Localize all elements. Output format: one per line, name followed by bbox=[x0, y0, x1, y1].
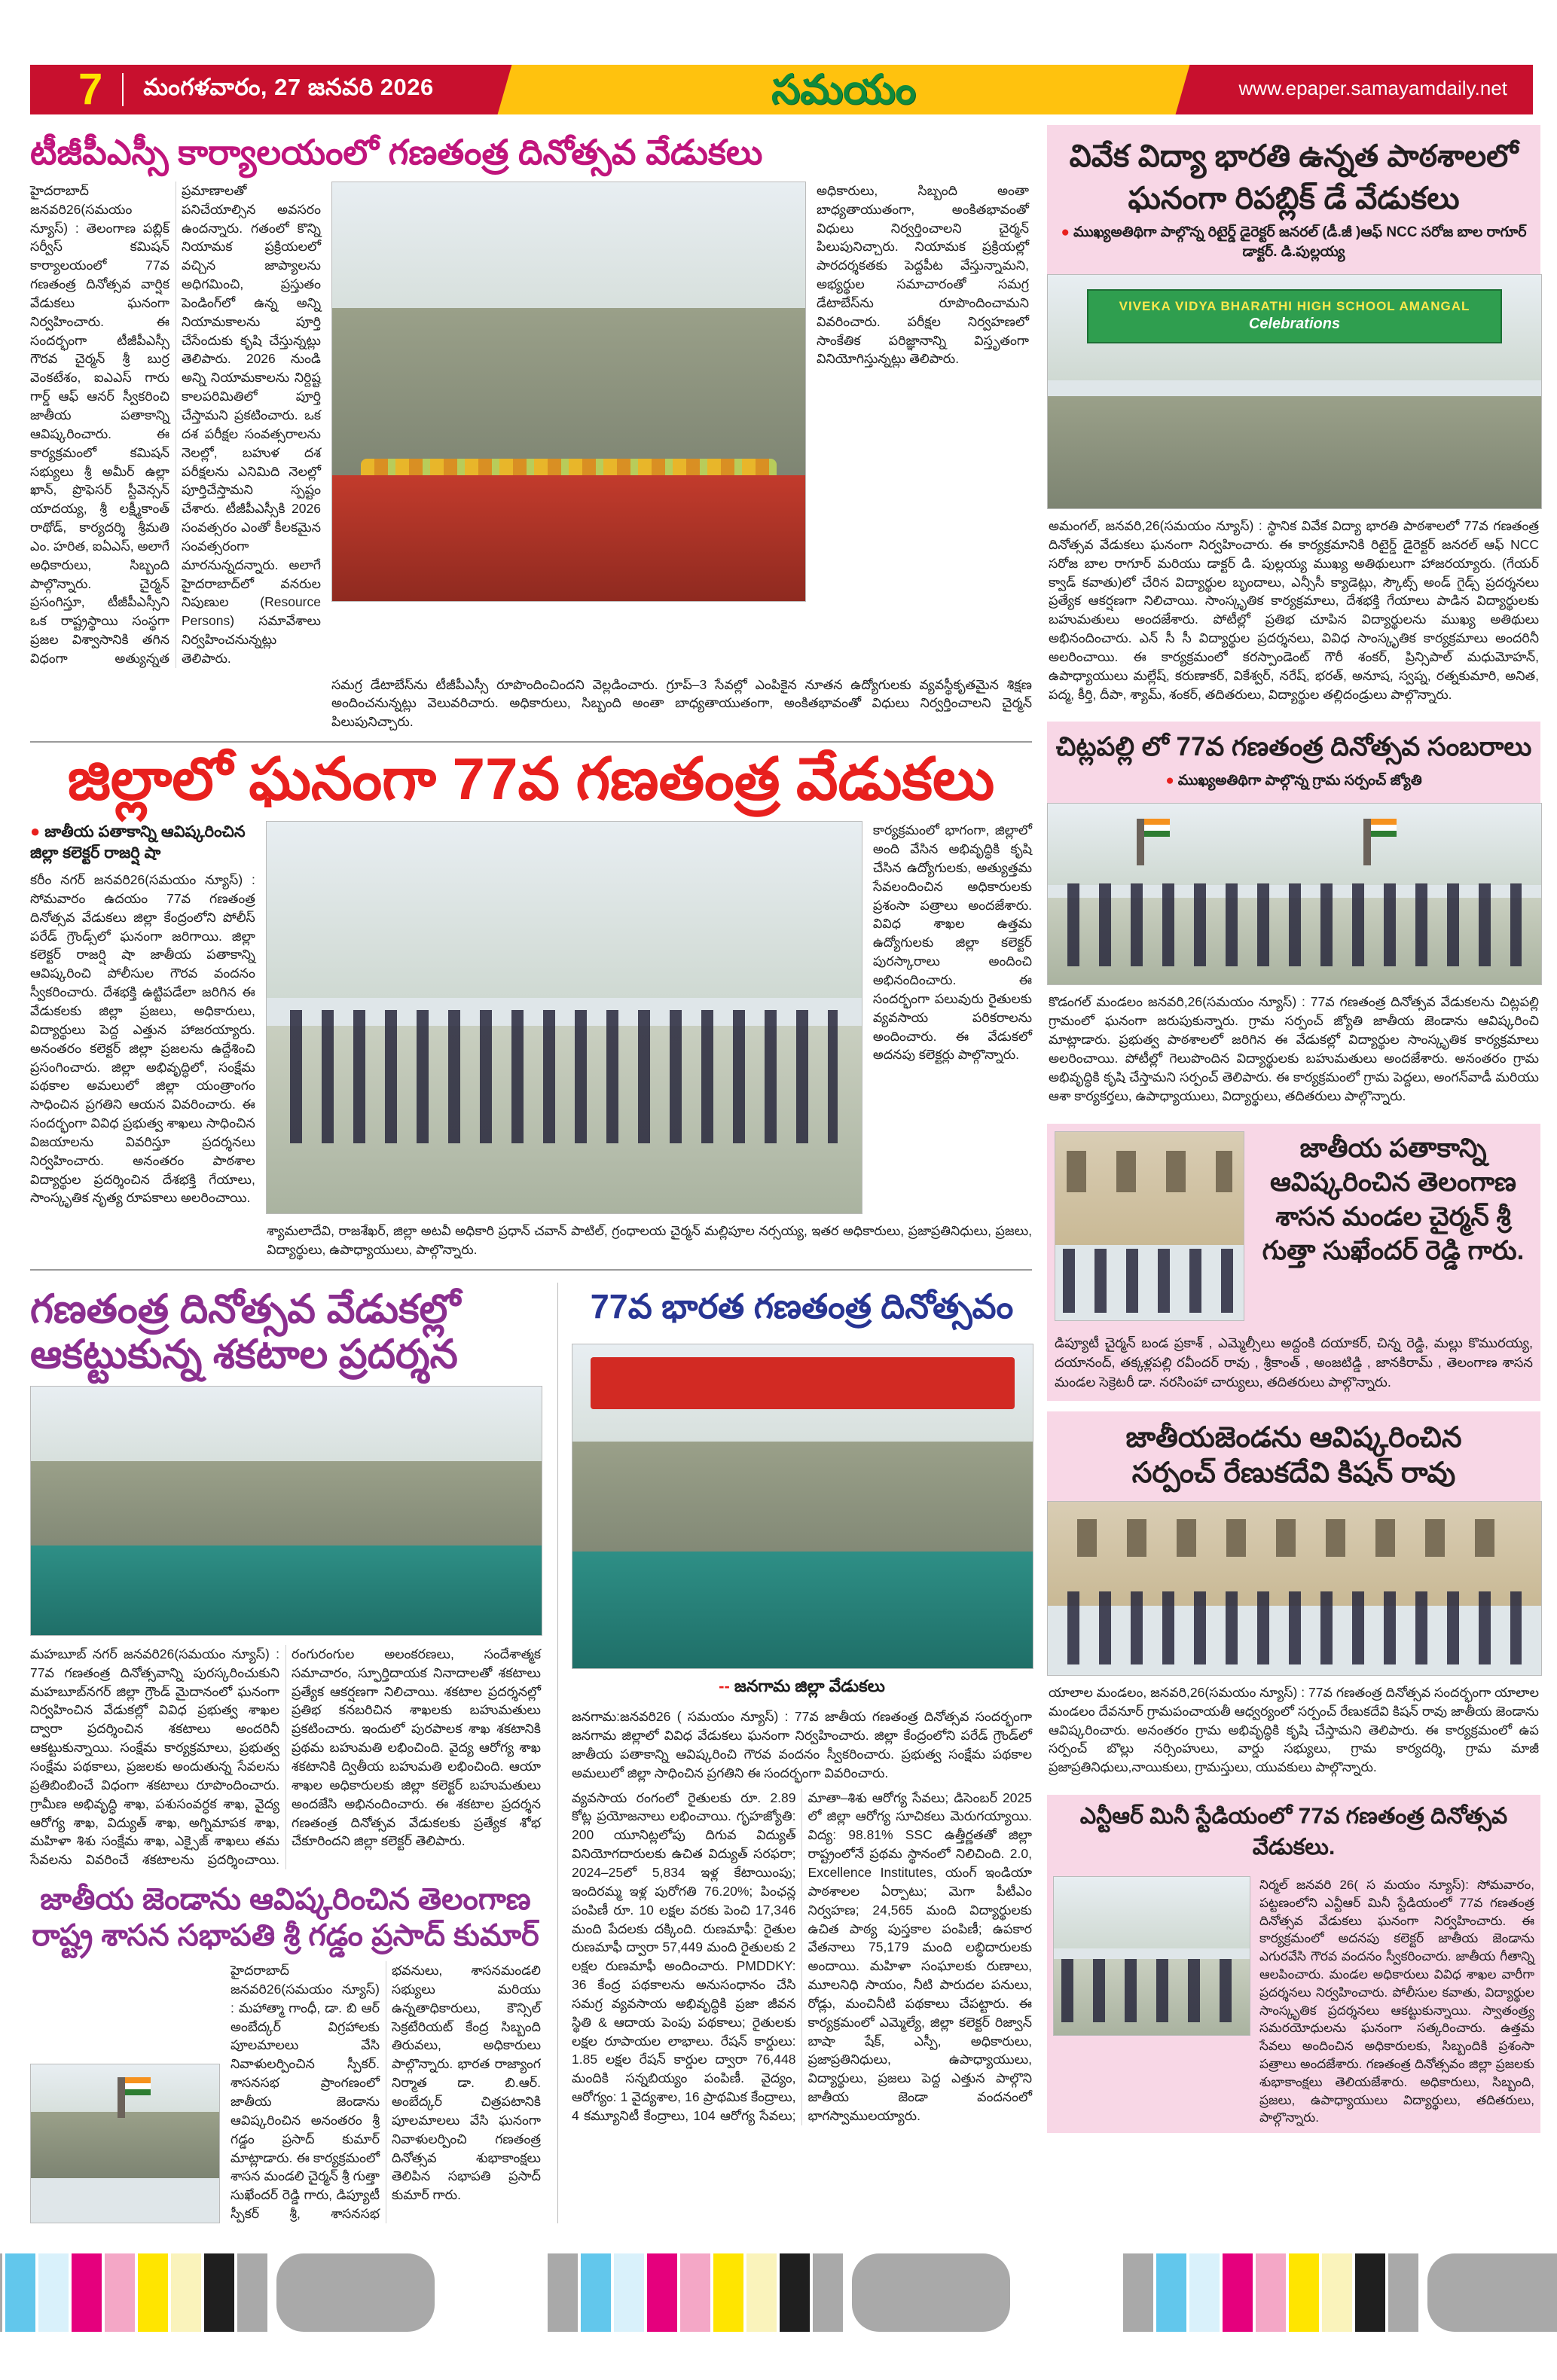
calibration-longbar bbox=[1427, 2253, 1557, 2332]
calibration-swatch bbox=[237, 2253, 267, 2332]
rail-article-council bbox=[1047, 1124, 1540, 1401]
calibration-swatch bbox=[1189, 2253, 1220, 2332]
rail-article-ntr bbox=[1047, 1795, 1540, 2133]
calibration-swatch bbox=[1388, 2253, 1418, 2332]
section-divider bbox=[30, 741, 1032, 743]
article-district-body-right: కార్యక్రమంలో భాగంగా, జిల్లాలో అంది వేసిన అభివృద్ధికి కృషి చేసిన ఉద్యోగులకు, అత్యుత్తమ సేవలందించిన అధికారులకు ప్రశంసా పత్రాలు అందజేశారు. వివిధ శాఖల ఉత్తమ ఉద్యోగులకు జిల్లా కలెక్టర్ పురస్కారాలు అందించి అభినందించారు. ఈ సందర్భంగా పలువురు రైతులకు వ్యవసాయ పరికరాలను అందించారు. ఈ వేడుకలో అదనపు కలెక్టర్లు పాల్గొన్నారు. bbox=[872, 822, 1032, 1063]
chitlapalli-byline: ● ముఖ్యఅతిథిగా పాల్గొన్న గ్రామ సర్పంచ్ జ్యోతి bbox=[1165, 773, 1422, 789]
calibration-swatch bbox=[72, 2253, 102, 2332]
calibration-group bbox=[0, 2253, 435, 2332]
rail-article-viveka bbox=[1047, 125, 1540, 711]
calibration-swatch bbox=[1289, 2253, 1319, 2332]
article-jangaon-body-top: జనగామ:జనవరి26 ( సమయం న్యూస్) : 77వ జాతీయ గణతంత్ర దినోత్సవ సందర్భంగా జనగామ జిల్లాలో వివిధ వేడుకలు ఘనంగా నిర్వహించారు. జిల్లా కేంద్రంలోని పరేడ్ గ్రౌండ్‌లో జాతీయ పతాకాన్ని ఆవిష్కరించి గౌరవ వందనం స్వీకరించారు. ప్రభుత్వ సంక్షేమ పథకాల అమలులో జిల్లా సాధించిన ప్రగతిని ఈ సందర్భంగా వివరించారు. bbox=[572, 1709, 1032, 1780]
bullet-icon: ● bbox=[1061, 224, 1070, 241]
photo-chitlapalli-flags bbox=[1047, 803, 1542, 985]
calibration-swatch bbox=[746, 2253, 777, 2332]
article-district-byline: ● జాతీయ పతాకాన్ని ఆవిష్కరించిన జిల్లా కలెక్టర్ రాజర్షి షా bbox=[30, 822, 246, 862]
viveka-body: అమంగల్, జనవరి,26(సమయం న్యూస్) : స్థానిక వివేక విద్యా భారతి పాఠశాలలో 77వ గణతంత్ర దినోత్సవ వేడుకలు ఘనంగా నిర్వహించారు. ఈ కార్యక్రమానికి రిటైర్డ్ డైరెక్టర్ జనరల్ ఆఫ్ NCC సరోజ బాల రాగూర్ మరియు డాక్టర్ డి. పుల్లయ్య ముఖ్య అతిథులుగా హాజరయ్యారు. (గేయర్ క్వాడ్ కవాతు)లో చేరిన విద్యార్థుల బృందాలు, ఎన్సీసీ క్యాడెట్లు, స్కౌట్స్ అండ్ గైడ్స్ ప్రదర్శనలు ప్రత్యేక ఆకర్షణగా నిలిచాయి. సాంస్కృతిక కార్యక్రమాలు, దేశభక్తి గేయాలు పాడిన విద్యార్థులకు బహుమతులు అందజేశారు. పోటీల్లో ప్రతిభ చూపిన విద్యార్థులను ముఖ్య అతిథులు అభినందించారు. ఎన్ సీ సీ విద్యార్థుల ప్రదర్శనలు, వివిధ సాంస్కృతిక కార్యక్రమాలు అందరినీ అలరించాయి. ఈ కార్యక్రమంలో కరస్పాండెంట్ గౌరీ శంకర్, ప్రిన్సిపాల్ మధుమోహన్, ఉపాధ్యాయులు మల్లేష్, కరుణాకర్, వికేశ్వర్, నరేష్, భరత్, అనూష, స్వప్న, రత్నకుమారి, అనిత, పద్మ, కీర్తి, దీపా, శ్యామ్, శంకర్, తదితరులు, విద్యార్థుల తల్లిదండ్రులు పాల్గొన్నారు. bbox=[1049, 518, 1539, 702]
calibration-swatch bbox=[1256, 2253, 1286, 2332]
calibration-swatch bbox=[1156, 2253, 1186, 2332]
calibration-longbar bbox=[852, 2253, 1010, 2332]
calibration-longbar bbox=[276, 2253, 435, 2332]
viveka-byline: ● ముఖ్యఅతిథిగా పాల్గొన్న రిటైర్డ్ డైరెక్టర్ జనరల్ (డీ.జీ )ఆఫ్ NCC సరోజ బాల రాగూర్ డాక్టర్. డి.పుల్లయ్య bbox=[1061, 224, 1527, 261]
calibration-swatch bbox=[105, 2253, 135, 2332]
calibration-swatch bbox=[680, 2253, 710, 2332]
article-tgpsc-headline: టీజీపీఎస్సీ కార్యాలయంలో గణతంత్ర దినోత్సవ వేడుకలు bbox=[30, 133, 763, 172]
bullet-icon: ● bbox=[30, 822, 41, 841]
article-tgpsc-caption: సమగ్ర డేటాబేస్‌ను టీజీపీఎస్సీ రూపొందించిందని వెల్లడించారు. గ్రూప్‌–3 సేవల్లో ఎంపికైన నూతన ఉద్యోగులకు వ్యవస్థీకృతమైన శిక్షణ అందించనున్నట్లు వెలువరిచారు. అధికారులు, సిబ్బంది అంతా బాధ్యతాయుతంగా, అంకితభావంతో విధులు నిర్వర్తించాలని చైర్మన్ పిలుపునిచ్చారు. bbox=[331, 676, 1032, 729]
calibration-swatch bbox=[1123, 2253, 1153, 2332]
article-jangaon bbox=[557, 1283, 1032, 2223]
calibration-swatch bbox=[548, 2253, 578, 2332]
photo-viveka-school-event bbox=[1047, 274, 1542, 509]
school-banner: VIVEKA VIDYA BHARATHI HIGH SCHOOL AMANGAL Celebrations bbox=[1087, 289, 1501, 343]
calibration-swatch bbox=[647, 2253, 677, 2332]
print-calibration-bars bbox=[23, 2253, 1534, 2332]
edition-date: మంగళవారం, 27 జనవరి 2026 bbox=[143, 73, 434, 100]
article-tgpsc-body-left: హైదరాబాద్ జనవరి26(సమయం న్యూస్) : తెలంగాణ పబ్లిక్ సర్వీస్ కమిషన్ కార్యాలయంలో 77వ గణతంత్ర దినోత్సవ వార్షిక వేడుకలు ఘనంగా నిర్వహించారు. ఈ సందర్భంగా టీజీపీఎస్సీ గౌరవ చైర్మన్ శ్రీ బుర్ర వెంకటేశం, ఐఎఎస్ గారు గార్డ్ ఆఫ్ ఆనర్ స్వీకరించి జాతీయ పతాకాన్ని ఆవిష్కరించారు. ఈ కార్యక్రమంలో కమిషన్ సభ్యులు శ్రీ అమీర్ ఉల్లా ఖాన్, ప్రొఫెసర్ స్టీవెన్సన్ యాదయ్య, శ్రీ లక్ష్మీకాంత్ రాథోడ్, కార్యదర్శి శ్రీమతి ఎం. హరిత, ఐఏఎస్, అలాగే అధికారులు, సిబ్బంది పాల్గొన్నారు. చైర్మన్ ప్రసంగిస్తూ, టీజీపీఎస్సీని ఒక రాష్ట్రస్థాయి సంస్థగా ప్రజల విశ్వాసానికి తగిన విధంగా అత్యున్నత ప్రమాణాలతో పనిచేయాల్సిన అవసరం ఉందన్నారు. గతంలో కొన్ని నియామక ప్రక్రియలలో వచ్చిన జాప్యాలను అధిగమించి, ప్రస్తుతం పెండింగ్‌లో ఉన్న అన్ని నియామకాలను పూర్తి చేసేందుకు కృషి చేస్తున్నట్లు తెలిపారు. 2026 నుండి అన్ని నియామకాలను నిర్దిష్ట కాలపరిమితిలో పూర్తి చేస్తామని ప్రకటించారు. ఒక దశ పరీక్షల సంవత్సరాలను నెలల్లో, బహుళ దశ పరీక్షలను ఎనిమిది నెలల్లో పూర్తిచేస్తామని స్పష్టం చేశారు. టీజీపీఎస్సీకి 2026 సంవత్సరం ఎంతో కీలకమైన సంవత్సరంగా మారనున్నదన్నారు. అలాగే హైదరాబాద్‌లో వనరుల నిపుణుల (Resource Persons) సమావేశాలు నిర్వహించనున్నట్లు తెలిపారు. bbox=[30, 182, 321, 666]
photo-jangaon-dais bbox=[572, 1344, 1033, 1669]
sarpanch-headline: జాతీయజెండను ఆవిష్కరించిన సర్పంచ్ రేణుకదేవి కిషన్ రావు bbox=[1125, 1421, 1462, 1490]
chitlapalli-body: కొడంగల్ మండలం జనవరి,26(సమయం న్యూస్) : 77వ గణతంత్ర దినోత్సవ వేడుకలను చిట్లపల్లి గ్రామంలో ఘనంగా జరుపుకున్నారు. గ్రామ సర్పంచ్ జ్యోతి జాతీయ జెండాను ఆవిష్కరించి మాట్లాడారు. ప్రభుత్వ పాఠశాలలో జరిగిన ఈ వేడుకల్లో విద్యార్థుల సాంస్కృతిక కార్యక్రమాలు అలరించాయి. పోటీల్లో గెలుపొందిన విద్యార్థులకు బహుమతులు అందజేశారు. అనంతరం గ్రామ అభివృద్ధికి కృషి చేస్తామని సర్పంచ్ తెలిపారు. ఈ కార్యక్రమంలో గ్రామ పెద్దలు, అంగన్‌వాడీ మరియు ఆశా కార్యకర్తలు, ఉపాధ్యాయులు, విద్యార్థులు, తదితరులు పాల్గొన్నారు. bbox=[1049, 994, 1539, 1103]
article-shakatala bbox=[30, 1283, 541, 2223]
sarpanch-body: యాలాల మండలం, జనవరి,26(సమయం న్యూస్) : 77వ గణతంత్ర దినోత్సవ సందర్భంగా యాలాల మండలం దేవనూర్ గ్రామపంచాయతీ ఆధ్వర్యంలో సర్పంచ్ రేణుకదేవి కిషన్ రావు జాతీయ జెండాను ఆవిష్కరించారు. అనంతరం గ్రామ అభివృద్ధికి కృషి చేస్తామని తెలిపారు. ఈ కార్యక్రమంలో ఉప సర్పంచ్ బొల్లు నర్సింహులు, వార్డు సభ్యులు, గ్రామ కార్యదర్శి, గ్రామ మాజీ ప్రజాప్రతినిధులు,నాయికులు, గ్రామస్తులు, యువకులు పాల్గొన్నారు. bbox=[1049, 1684, 1539, 1775]
masthead-divider bbox=[122, 73, 124, 106]
dais-banner bbox=[591, 1357, 1014, 1409]
calibration-swatch bbox=[813, 2253, 843, 2332]
council-names: డిప్యూటీ చైర్మన్ బండ ప్రకాశ్ , ఎమ్మెల్సీలు అద్దంకి దయాకర్, చిన్న రెడ్డి, మల్లు కొమురయ్య, దయానంద్, తక్కళ్లపల్లి రవీందర్ రావు , శ్రీకాంత్ , అంజటిడ్డి , జానకిరామ్ , తెలంగాణ శాసన మండల సెక్రెటరీ డా. నరసింహా చార్యులు, తదితరులు పాల్గొన్నారు. bbox=[1055, 1335, 1533, 1390]
article-district-headline: జిల్లాలో ఘనంగా 77వ గణతంత్ర వేడుకలు bbox=[67, 746, 995, 813]
chitlapalli-headline: చిట్లపల్లి లో 77వ గణతంత్ర దినోత్సవ సంబరాలు bbox=[1055, 732, 1532, 762]
epaper-url-link[interactable]: www.epaper.samayamdaily.net bbox=[1238, 77, 1507, 99]
photo-shakatala-stage bbox=[30, 1386, 542, 1636]
ntr-body: నిర్మల్ జనవరి 26( స మయం న్యూస్): సోమవారం, పట్టణంలోని ఎన్టీఆర్ మినీ స్టేడియంలో 77వ గణతంత్ర దినోత్సవ వేడుకలు ఘనంగా నిర్వహించారు. ఈ కార్యక్రమంలో అదనపు కలెక్టర్ జాతీయ జెండాను ఎగురవేసి గౌరవ వందనం స్వీకరించారు. జాతీయ గీతాన్ని ఆలపించారు. మండల అధికారులు వివిధ శాఖల వారీగా ప్రదర్శనలు నిర్వహించారు. పోలీసుల కవాతు, విద్యార్థుల సాంస్కృతిక ప్రదర్శనలు ఆకట్టుకున్నాయి. స్వాతంత్ర్య సమరయోధులను ఘనంగా సత్కరించారు. ఉత్తమ సేవలు అందించిన అధికారులకు, సిబ్బందికి ప్రశంసా పత్రాలు అందజేశారు. గణతంత్ర దినోత్సవం జిల్లా ప్రజలకు శుభాకాంక్షలు తెలియజేశారు. అధికారులు, సిబ్బంది, ప్రజలు, ఉపాధ్యాయులు విద్యార్థులు, తదితరులు, పాల్గొన్నారు. bbox=[1259, 1878, 1534, 2125]
article-shakatala-headline: గణతంత్ర దినోత్సవ వేడుకల్లో ఆకట్టుకున్న శకటాల ప్రదర్శన bbox=[30, 1287, 461, 1377]
photo-sarpanch-group bbox=[1047, 1501, 1542, 1676]
ntr-headline: ఎన్టీఆర్ మినీ స్టేడియంలో 77వ గణతంత్ర దినోత్సవ వేడుకలు. bbox=[1079, 1804, 1508, 1860]
photo-ntr-stadium bbox=[1053, 1876, 1250, 2036]
calibration-swatch bbox=[614, 2253, 644, 2332]
masthead-title: సమయం bbox=[771, 67, 916, 112]
page-number: 7 bbox=[78, 65, 103, 114]
calibration-swatch bbox=[713, 2253, 743, 2332]
article-jangaon-subhead: -- జనగామ జిల్లా వేడుకలు bbox=[719, 1677, 885, 1696]
photo-speaker-flag-hoisting bbox=[30, 2064, 220, 2223]
calibration-swatch bbox=[1355, 2253, 1385, 2332]
article-speaker-body: హైదరాబాద్ జనవరి26(సమయం న్యూస్) : మహాత్మా గాంధీ, డా. బి ఆర్ అంబేద్కర్ విగ్రహాలకు పూలమాలలు వేసి నివాళులర్పించిన స్పీకర్. శాసనసభ ప్రాంగణంలో జాతీయ జెండాను ఆవిష్కరించిన అనంతరం శ్రీ గడ్డం ప్రసాద్ కుమార్ మాట్లాడారు. ఈ కార్యక్రమంలో శాసన మండలి చైర్మన్ శ్రీ గుత్తా సుఖేందర్ రెడ్డి గారు, డిప్యూటీ స్పీకర్ శ్రీ, శాసనసభ భవనులు, శాసనమండలి సభ్యులు మరియు ఉన్నతాధికారులు, కౌన్సిల్ సెక్రటేరియట్ కేంద్ర సిబ్బంది తిరువలు, అధికారులు పాల్గొన్నారు. భారత రాజ్యాంగ నిర్మాత డా. బి.ఆర్. అంబేద్కర్ చిత్రపటానికి పూలమాలలు వేసి ఘనంగా నివాళులర్పించి గణతంత్ర దినోత్సవ శుభాకాంక్షలు తెలిపిన సభాపతి ప్రసాద్ కుమార్ గారు. bbox=[230, 1963, 541, 2222]
article-district-body-left: కరీం నగర్ జనవరి26(సమయం న్యూస్) : సోమవారం ఉదయం 77వ గణతంత్ర దినోత్సవ వేడుకలు జిల్లా కేంద్రంలోని పోలీస్ పరేడ్ గ్రౌండ్స్‌లో ఘనంగా జరిగాయి. జిల్లా కలెక్టర్ రాజర్షి షా జాతీయ పతాకాన్ని ఆవిష్కరించి పోలీసుల గౌరవ వందనం స్వీకరించారు. దేశభక్తి ఉట్టిపడేలా జరిగిన ఈ వేడుకలకు జిల్లా ప్రజలు, అధికారులు, విద్యార్థులు పెద్ద ఎత్తున హాజరయ్యారు. అనంతరం కలెక్టర్ జిల్లా ప్రజలను ఉద్దేశించి ప్రసంగించారు. జిల్లా అభివృద్ధిలో, సంక్షేమ పథకాల అమలులో జిల్లా యంత్రాంగం సాధించిన ప్రగతిని ఆయన వివరించారు. ఈ సందర్భంగా వివిధ ప్రభుత్వ శాఖలు సాధించిన విజయాలను వివరిస్తూ ప్రదర్శనలు నిర్వహించారు. అనంతరం పాఠశాల విద్యార్థుల ప్రదర్శించిన దేశభక్తి గేయాలు, సాంస్కృతిక నృత్య రూపకాలు అలరించాయి. bbox=[30, 872, 255, 1206]
calibration-swatch bbox=[0, 2253, 2, 2332]
calibration-swatch bbox=[5, 2253, 35, 2332]
bullet-icon: ● bbox=[1165, 773, 1174, 789]
calibration-swatch bbox=[1322, 2253, 1352, 2332]
article-jangaon-headline: 77వ భారత గణతంత్ర దినోత్సవం bbox=[590, 1287, 1014, 1326]
article-speaker bbox=[30, 1961, 541, 2223]
calibration-group bbox=[1123, 2253, 1557, 2332]
article-tgpsc-body-right: అధికారులు, సిబ్బంది అంతా బాధ్యతాయుతంగా, అంకితభావంతో విధులు నిర్వర్తించాలని చైర్మన్ పిలుపునిచ్చారు. నియామక ప్రక్రియల్లో పారదర్శకతకు పెద్దపీట వేస్తున్నామని, అభ్యర్థుల సమాచారంతో సమగ్ర డేటాబేస్‌ను రూపొందించామని వివరించారు. పరీక్షల నిర్వహణలో సాంకేతిక పరిజ్ఞానాన్ని విస్తృతంగా వినియోగిస్తున్నట్లు తెలిపారు. bbox=[817, 182, 1029, 367]
calibration-swatch bbox=[780, 2253, 810, 2332]
calibration-swatch bbox=[171, 2253, 201, 2332]
council-headline: జాతీయ పతాకాన్ని ఆవిష్కరించిన తెలంగాణ శాసన మండల చైర్మన్ శ్రీ గుత్తా సుఖేందర్ రెడ్డి గారు. bbox=[1262, 1133, 1525, 1266]
calibration-swatch bbox=[138, 2253, 168, 2332]
article-district-caption: శ్యామలాదేవి, రాజశేఖర్, జిల్లా అటవీ అధికారి ప్రధాన్ చవాన్ పాటిల్, గ్రంధాలయ చైర్మన్ మల్లిపూల నర్సయ్య, ఇతర అధికారులు, ప్రజాప్రతినిధులు, ప్రజలు, విద్యార్థులు, ఉపాధ్యాయులు, పాల్గొన్నారు. bbox=[267, 1223, 1032, 1257]
article-jangaon-body-main: వ్యవసాయ రంగంలో రైతులకు రూ. 2.89 కోట్ల ప్రయోజనాలు లభించాయి. గృహజ్యోతి: 200 యూనిట్లలోపు దిగువ విద్యుత్ వినియోగదారులకు ఉచిత విద్యుత్ సరఫరా; 2024–25లో 5,834 ఇళ్ల కేటాయింపు; ఇందిరమ్మ ఇళ్ల పురోగతి 76.20%; పింఛన్ల పంపిణీ రూ. 10 లక్షల వరకు పెంచి 17,346 మంది పేదలకు దక్కింది. రుణమాఫీ: రైతుల రుణమాఫీ ద్వారా 57,449 మంది రైతులకు 2 లక్షల రుణమాఫీ అందించారు. PMDDKY: 36 కేంద్ర పథకాలను అనుసంధానం చేసి సమగ్ర వ్యవసాయ అభివృద్ధికి ప్రజా జీవన స్థితి & ఆదాయ పెంపు పథకాలు; రైతులకు లక్షల రూపాయల లాభాలు. రేషన్ కార్డులు: 1.85 లక్షల రేషన్ కార్డుల ద్వారా 76,448 మందికి సన్నబియ్యం పంపిణీ. వైద్యం, ఆరోగ్యం: 1 వైద్యశాల, 16 ప్రాథమిక కేంద్రాలు, 4 కమ్యూనిటీ కేంద్రాలు, 104 ఆరోగ్య సేవలు; మాతా–శిశు ఆరోగ్య సేవలు; డిసెంబర్ 2025 లో జిల్లా ఆరోగ్య సూచికలు మెరుగయ్యాయి. విద్య: 98.81% SSC ఉత్తీర్ణతతో జిల్లా రాష్ట్రంలోనే ప్రథమ స్థానంలో నిలిచింది. 2.0, Excellence Institutes, యంగ్ ఇండియా పాఠశాలల ఏర్పాటు; మెగా పీటీఎం నిర్వహణ; 24,565 మంది విద్యార్థులకు ఉచిత పాఠ్య పుస్తకాల పంపిణీ; ఉపకార వేతనాలు 75,179 మంది లబ్ధిదారులకు అందాయి. మహిళా సంఘాలకు రుణాలు, మూలనిధి సాయం, నీటి పారుదల పనులు, రోడ్లు, మంచినీటి పథకాలు చేపట్టారు. ఈ కార్యక్రమంలో ఎమ్మెల్యే, జిల్లా కలెక్టర్ రిజ్వాన్ బాషా షేక్, ఎస్పీ, అధికారులు, ప్రజాప్రతినిధులు, ఉపాధ్యాయులు, విద్యార్థులు, ప్రజలు పెద్ద ఎత్తున పాల్గొని జాతీయ జెండా వందనంలో భాగస్వాములయ్యారు. bbox=[572, 1790, 1032, 2123]
photo-tgpsc-flag-event bbox=[331, 182, 806, 602]
article-tgpsc bbox=[30, 133, 1032, 731]
photo-council-building bbox=[1055, 1131, 1244, 1321]
photo-district-parade bbox=[266, 821, 862, 1214]
calibration-swatch bbox=[204, 2253, 234, 2332]
calibration-swatch bbox=[1223, 2253, 1253, 2332]
viveka-headline-line2: ఘనంగా రిపబ్లిక్ డే వేడుకలు bbox=[1128, 181, 1460, 216]
masthead-band bbox=[30, 65, 1533, 114]
section-divider bbox=[30, 1269, 1032, 1271]
rail-article-chitlapalli bbox=[1047, 722, 1540, 1112]
viveka-headline-line1: వివేక విద్యా భారతి ఉన్నత పాఠశాలలో bbox=[1069, 139, 1519, 173]
article-speaker-headline: జాతీయ జెండాను ఆవిష్కరించిన తెలంగాణ రాష్ట్ర శాసన సభాపతి శ్రీ గడ్డం ప్రసాద్ కుమార్ bbox=[32, 1883, 539, 1953]
article-shakatala-body: మహబూబ్ నగర్ జనవరి26(సమయం న్యూస్) : 77వ గణతంత్ర దినోత్సవాన్ని పురస్కరించుకుని మహబూబ్‌నగర్ జిల్లా గ్రౌండ్ మైదానంలో ఘనంగా నిర్వహించిన వేడుకల్లో వివిధ ప్రభుత్వ శాఖల ద్వారా ప్రదర్శించిన శకటాలు అందరినీ ఆకట్టుకున్నాయి. సంక్షేమ కార్యక్రమాలు, ప్రభుత్వ సంక్షేమ పథకాలు, ప్రజలకు అందుతున్న సేవలను ప్రతిబింబించే విధంగా శకటాలు రూపొందించారు. గ్రామీణ అభివృద్ధి శాఖ, పశుసంవర్ధక శాఖ, వైద్య ఆరోగ్య శాఖ, విద్యుత్ శాఖ, అగ్నిమాపక శాఖ, మహిళా శిశు సంక్షేమ శాఖ, ఎక్సైజ్ శాఖలు తమ సేవలను వివరించే శకటాలను ప్రదర్శించాయి. రంగురంగుల అలంకరణలు, సందేశాత్మక సమాచారం, స్ఫూర్తిదాయక నినాదాలతో శకటాలు ప్రత్యేక ఆకర్షణగా నిలిచాయి. శకటాల ప్రదర్శనల్లో ప్రతిభ కనబరిచిన శాఖలకు బహుమతులు ప్రకటించారు. ఇందులో పురపాలక శాఖ శకటానికి ప్రథమ బహుమతి లభించింది. వైద్య ఆరోగ్య శాఖ శకటానికి ద్వితీయ బహుమతి లభించింది. ఆయా శాఖల అధికారులకు జిల్లా కలెక్టర్ బహుమతులు అందజేసి అభినందించారు. ఈ శకటాల ప్రదర్శన గణతంత్ర దినోత్సవ వేడుకలకు ప్రత్యేక శోభ చేకూరిందని జిల్లా కలెక్టర్ తెలిపారు. bbox=[30, 1646, 541, 1868]
calibration-group bbox=[548, 2253, 1010, 2332]
article-district bbox=[30, 746, 1032, 1259]
calibration-swatch bbox=[38, 2253, 69, 2332]
calibration-swatch bbox=[581, 2253, 611, 2332]
rail-article-sarpanch bbox=[1047, 1411, 1540, 1784]
